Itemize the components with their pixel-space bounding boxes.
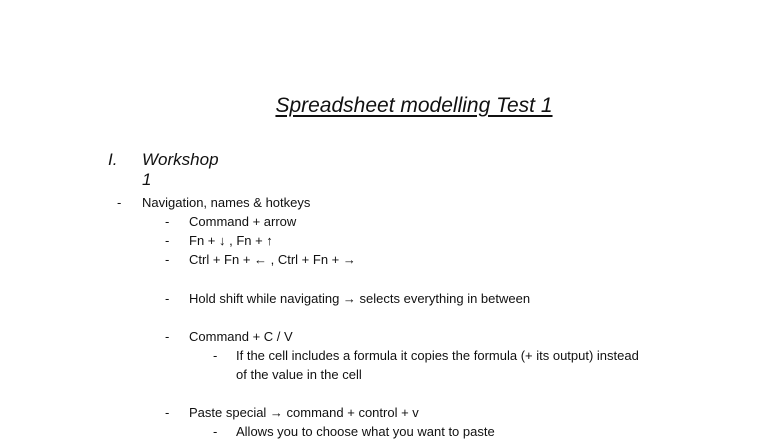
- list-item: Ctrl + Fn + ← , Ctrl + Fn + →: [189, 252, 356, 267]
- bullet-dash: -: [165, 214, 170, 229]
- bullet-dash: -: [165, 233, 170, 248]
- list-item: Paste special → command + control + v: [189, 405, 419, 420]
- list-item: Navigation, names & hotkeys: [142, 195, 311, 210]
- bullet-dash: -: [213, 348, 218, 363]
- list-item: Allows you to choose what you want to paste: [236, 424, 495, 439]
- bullet-dash: -: [165, 252, 170, 267]
- bullet-dash: -: [213, 424, 218, 439]
- list-item: Hold shift while navigating → selects everything in between: [189, 291, 531, 306]
- list-item: Command + C / V: [189, 329, 293, 344]
- document-title: Spreadsheet modelling Test 1: [275, 94, 553, 117]
- list-item: Fn + ↓ , Fn + ↑: [189, 233, 273, 248]
- section-number: I.: [108, 150, 118, 169]
- bullet-dash: -: [165, 329, 170, 344]
- list-item: If the cell includes a formula it copies the formula (+ its output) instead: [236, 348, 639, 363]
- list-item-continuation: of the value in the cell: [236, 367, 362, 382]
- list-item: Command + arrow: [189, 214, 297, 229]
- bullet-dash: -: [117, 195, 122, 210]
- section-title: Workshop 1: [142, 150, 219, 189]
- bullet-dash: -: [165, 405, 170, 420]
- bullet-dash: -: [165, 291, 170, 306]
